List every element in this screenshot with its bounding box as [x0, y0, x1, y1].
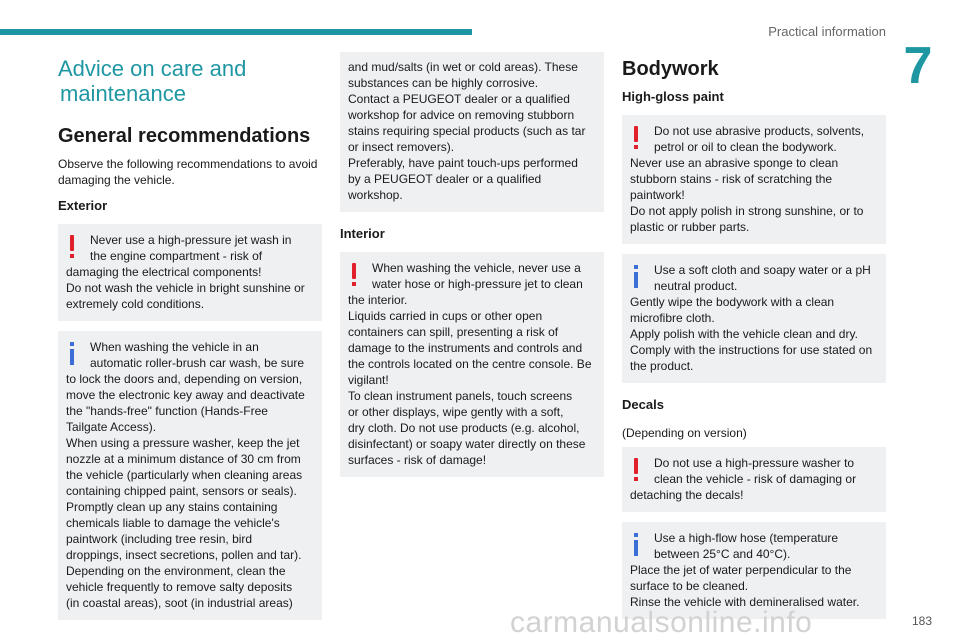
info-box-paint-cleaning	[622, 254, 886, 383]
info-box-car-wash-continued	[340, 52, 604, 212]
heading-bodywork: Bodywork	[622, 58, 719, 80]
text-line: dry cloth. Do not use products (e.g. alcohol,	[348, 421, 580, 435]
text-line: paintwork (including tree resin, bird	[66, 532, 253, 546]
text-line: and mud/salts (in wet or cold areas). These	[348, 60, 578, 74]
text-line: surfaces - risk of damage!	[348, 453, 487, 467]
info-i-icon	[68, 342, 76, 366]
section-title	[58, 56, 322, 106]
text-line: Observe the following recommendations to avoid	[58, 157, 318, 171]
column-3	[622, 52, 886, 629]
text-line: by a PEUGEOT dealer or a qualified	[348, 172, 542, 186]
warning-box-paint	[622, 115, 886, 244]
text-line: move the electronic key away and deactivate	[66, 388, 305, 402]
text-line: containing chipped paint, sensors or seals).	[66, 484, 297, 498]
text-line: disinfectant) or soapy water directly on these	[348, 437, 586, 451]
text-line: Never use a high-pressure jet wash in	[90, 233, 292, 247]
text-line: To clean instrument panels, touch screens	[348, 389, 573, 403]
warning-exclamation-icon	[632, 458, 640, 482]
text-line: vigilant!	[348, 373, 389, 387]
text-line: Do not use a high-pressure washer to	[654, 456, 855, 470]
info-i-icon	[632, 265, 640, 289]
text-line: workshop for advice on removing stubborn	[348, 108, 575, 122]
section-title-line: Advice on care and	[58, 56, 247, 81]
text-line: Contact a PEUGEOT dealer or a qualified	[348, 92, 570, 106]
running-header: Practical information	[768, 24, 886, 39]
text-line: Promptly clean up any stains containing	[66, 500, 278, 514]
text-line: detaching the decals!	[630, 488, 744, 502]
text-line: the vehicle (particularly when cleaning areas	[66, 468, 303, 482]
warning-exclamation-icon	[68, 235, 76, 259]
text-line: Gently wipe the bodywork with a clean	[630, 295, 835, 309]
text-line: Never use an abrasive sponge to clean	[630, 156, 839, 170]
text-line: extremely cold conditions.	[66, 297, 205, 311]
text-line: damage to the instruments and controls and	[348, 341, 583, 355]
text-line: damaging the electrical components!	[66, 265, 262, 279]
warning-box-interior	[340, 252, 604, 477]
header-accent-bar	[0, 29, 472, 35]
subheading-exterior: Exterior	[58, 198, 108, 213]
text-line: Use a soft cloth and soapy water or a pH	[654, 263, 871, 277]
text-line: the interior.	[348, 293, 408, 307]
text-line: between 25°C and 40°C).	[654, 547, 791, 561]
text-line: Do not use abrasive products, solvents,	[654, 124, 865, 138]
text-line: Use a high-flow hose (temperature	[654, 531, 839, 545]
text-line: clean the vehicle - risk of damaging or	[654, 472, 857, 486]
text-line: vehicle frequently to remove salty deposits	[66, 580, 293, 594]
intro-paragraph	[58, 156, 322, 188]
warning-box-exterior	[58, 224, 322, 321]
info-box-decals	[622, 522, 886, 619]
warning-exclamation-icon	[632, 126, 640, 150]
text-line: containers can spill, presenting a risk of	[348, 325, 559, 339]
section-title-line: maintenance	[60, 81, 186, 106]
text-line: When washing the vehicle, never use a	[372, 261, 581, 275]
warning-box-decals	[622, 447, 886, 512]
subheading-high-gloss-paint: High-gloss paint	[622, 89, 724, 104]
text-line: substances can be highly corrosive.	[348, 76, 539, 90]
text-line: damaging the vehicle.	[58, 173, 175, 187]
text-line: to lock the doors and, depending on version,	[66, 372, 303, 386]
text-line: nozzle at a minimum distance of 30 cm from	[66, 452, 301, 466]
text-line: When using a pressure washer, keep the jet	[66, 436, 300, 450]
text-line: Place the jet of water perpendicular to the	[630, 563, 852, 577]
text-line: petrol or oil to clean the bodywork.	[654, 140, 837, 154]
text-line: the product.	[630, 359, 694, 373]
subheading-interior: Interior	[340, 226, 385, 241]
text-line: Apply polish with the vehicle clean and dry.	[630, 327, 858, 341]
text-line: stains requiring special products (such as tar	[348, 124, 586, 138]
text-line: Depending on the environment, clean the	[66, 564, 286, 578]
heading-general-recommendations: General recommendations	[58, 125, 311, 147]
text-line: (in coastal areas), soot (in industrial areas)	[66, 596, 293, 610]
text-line: the "hands-free" function (Hands-Free	[66, 404, 268, 418]
text-line: microfibre cloth.	[630, 311, 715, 325]
warning-exclamation-icon	[350, 263, 358, 287]
text-line: Liquids carried in cups or other open	[348, 309, 543, 323]
text-line: Comply with the instructions for use stated on	[630, 343, 873, 357]
chapter-number: 7	[903, 37, 933, 95]
text-line: workshop.	[348, 188, 403, 202]
text-line: Preferably, have paint touch-ups performed	[348, 156, 578, 170]
text-line: water hose or high-pressure jet to clean	[372, 277, 583, 291]
watermark: carmanualsonline.info	[510, 606, 813, 639]
text-line: When washing the vehicle in an	[90, 340, 259, 354]
text-line: surface to be cleaned.	[630, 579, 749, 593]
info-box-car-wash	[58, 331, 322, 620]
text-line: stubborn stains - risk of scratching the	[630, 172, 833, 186]
text-line: Do not apply polish in strong sunshine, or to	[630, 204, 864, 218]
text-line: droppings, insect secretions, pollen and tar).	[66, 548, 302, 562]
text-line: plastic or rubber parts.	[630, 220, 750, 234]
decals-note: (Depending on version)	[622, 426, 747, 440]
text-line: or insect removers).	[348, 140, 455, 154]
text-line: Do not wash the vehicle in bright sunshine or	[66, 281, 305, 295]
text-line: the engine compartment - risk of	[90, 249, 263, 263]
text-line: chemicals liable to damage the vehicle's	[66, 516, 280, 530]
text-line: automatic roller-brush car wash, be sure	[90, 356, 305, 370]
column-1	[58, 52, 322, 630]
text-line: neutral product.	[654, 279, 738, 293]
column-2	[340, 52, 604, 487]
text-line: Rinse the vehicle with demineralised water.	[630, 595, 860, 609]
text-line: the controls located on the centre console. Be	[348, 357, 592, 371]
page-number: 183	[912, 614, 933, 628]
subheading-decals: Decals	[622, 397, 664, 412]
text-line: or other displays, wipe gently with a soft,	[348, 405, 564, 419]
text-line: Tailgate Access).	[66, 420, 157, 434]
info-i-icon	[632, 533, 640, 557]
text-line: paintwork!	[630, 188, 685, 202]
